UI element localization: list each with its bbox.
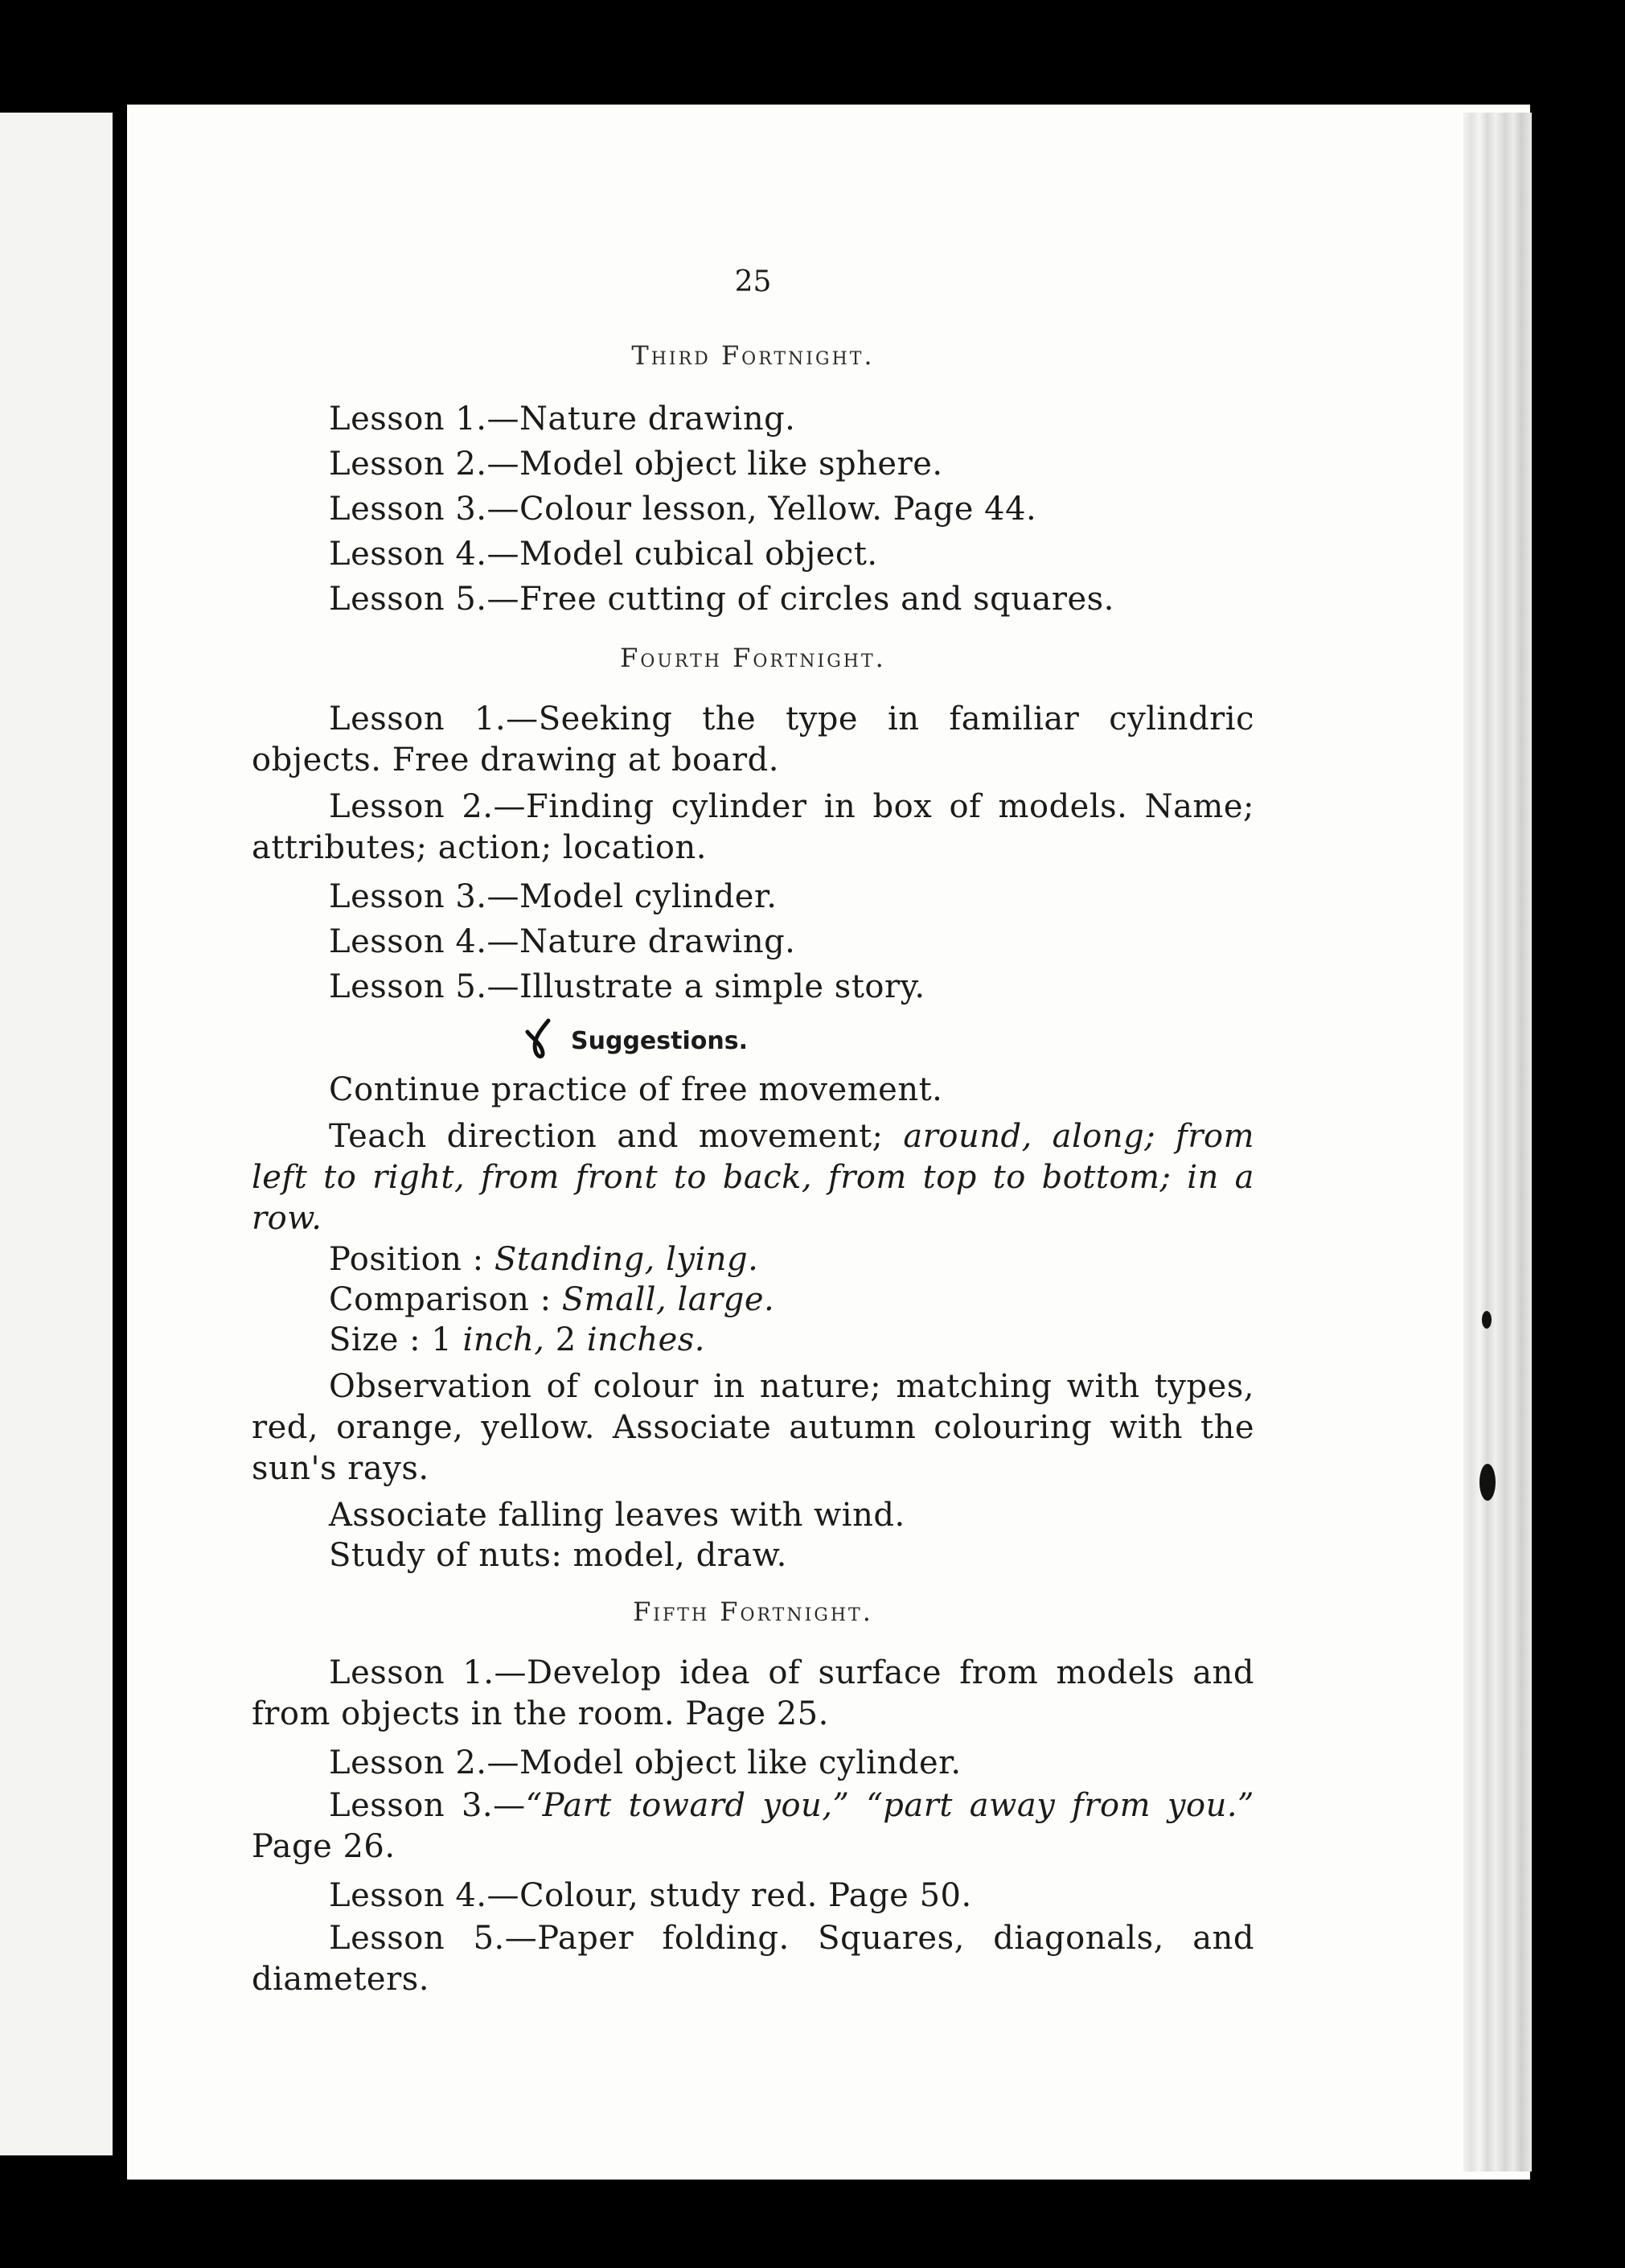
lesson-text: Finding cylinder in box of models. Name; attributes; action; location. bbox=[252, 788, 1255, 866]
lesson-label: Lesson 5.— bbox=[329, 968, 520, 1005]
suggestion-paragraph: Observation of colour in nature; matching with types, red, orange, yellow. Associate autumn colouring with the sun's rays. bbox=[252, 1368, 1254, 1487]
suggestion-paragraph: Continue practice of free movement. bbox=[329, 1071, 943, 1108]
lesson-label: Lesson 3.— bbox=[329, 878, 520, 915]
suggestion-line: Study of nuts: model, draw. bbox=[329, 1537, 787, 1574]
suggestion-line: Position : Standing, lying. bbox=[329, 1241, 759, 1278]
third-fortnight-lessons bbox=[252, 396, 1254, 622]
lesson-line bbox=[329, 964, 1254, 1009]
lesson-line bbox=[329, 919, 1254, 964]
lesson-paragraph bbox=[252, 787, 1254, 869]
lesson-text: Model cylinder. bbox=[519, 878, 778, 915]
page-number: 25 bbox=[734, 265, 772, 298]
binding-hole-mark bbox=[1479, 1464, 1496, 1501]
lesson-paragraph: Lesson 1.—Develop idea of surface from models and from objects in the room. Page 25. bbox=[252, 1654, 1254, 1732]
suggestion-paragraph: Teach direction and movement; around, along; from left to right, from front to back, from top to bottom; in a row. bbox=[252, 1118, 1254, 1237]
fifth-fortnight-heading: Fifth Fortnight. bbox=[633, 1596, 873, 1627]
lesson-line bbox=[329, 396, 1254, 442]
lesson-line bbox=[329, 874, 1254, 919]
lesson-paragraph: Lesson 3.—“Part toward you,” “part away from you.” Page 26. bbox=[252, 1787, 1255, 1865]
suggestions-heading: Suggestions. bbox=[571, 1027, 1254, 1055]
fourth-fortnight-lessons bbox=[252, 699, 1254, 1009]
lesson-label: Lesson 5.— bbox=[329, 581, 520, 618]
lesson-label: Lesson 4.— bbox=[329, 536, 520, 573]
lesson-line bbox=[329, 442, 1254, 487]
lesson-text: Free cutting of circles and squares. bbox=[519, 581, 1114, 618]
lesson-label: Lesson 2.— bbox=[329, 788, 527, 825]
third-fortnight-heading: Third Fortnight. bbox=[631, 340, 875, 371]
lesson-line: Lesson 2.—Model object like cylinder. bbox=[329, 1744, 962, 1781]
page-content bbox=[252, 265, 1254, 2006]
lesson-line bbox=[329, 532, 1254, 577]
lesson-text: Nature drawing. bbox=[519, 923, 796, 960]
lesson-label: Lesson 4.— bbox=[329, 923, 520, 960]
lesson-label: Lesson 1.— bbox=[329, 701, 539, 738]
suggestion-line: Size : 1 inch, 2 inches. bbox=[329, 1321, 705, 1358]
italic-text: around, along; from left to right, from front to back, from top to bottom; in a row. bbox=[252, 1118, 1254, 1237]
fifth-fortnight-lessons bbox=[252, 1653, 1254, 2000]
lesson-label: Lesson 1.— bbox=[329, 401, 520, 438]
lesson-label: Lesson 3.— bbox=[329, 491, 520, 528]
page-stack-edges bbox=[1463, 113, 1532, 2171]
lesson-text: Colour lesson, Yellow. Page 44. bbox=[519, 491, 1037, 528]
lesson-text: Seeking the type in familiar cylindric objects. Free drawing at board. bbox=[252, 701, 1254, 779]
lesson-text: Model cubical object. bbox=[519, 536, 878, 573]
fourth-fortnight-heading: Fourth Fortnight. bbox=[620, 643, 886, 673]
lesson-text: Model object like sphere. bbox=[519, 446, 943, 483]
suggestion-line: Associate falling leaves with wind. bbox=[329, 1497, 905, 1534]
suggestion-line: Comparison : Small, large. bbox=[329, 1281, 775, 1318]
suggestions-body bbox=[252, 1070, 1254, 1576]
lesson-line bbox=[329, 577, 1254, 622]
lesson-line bbox=[329, 487, 1254, 532]
lesson-paragraph bbox=[252, 699, 1254, 781]
handwritten-mark-icon bbox=[524, 1016, 556, 1064]
lesson-text: Illustrate a simple story. bbox=[519, 968, 925, 1005]
binding-hole-mark bbox=[1482, 1311, 1492, 1329]
adjacent-page-edge bbox=[0, 113, 113, 2155]
lesson-text: Nature drawing. bbox=[519, 401, 796, 438]
lesson-paragraph: Lesson 5.—Paper folding. Squares, diagonals, and diameters. bbox=[252, 1920, 1255, 1998]
lesson-label: Lesson 2.— bbox=[329, 446, 520, 483]
lesson-line: Lesson 4.—Colour, study red. Page 50. bbox=[329, 1877, 972, 1914]
